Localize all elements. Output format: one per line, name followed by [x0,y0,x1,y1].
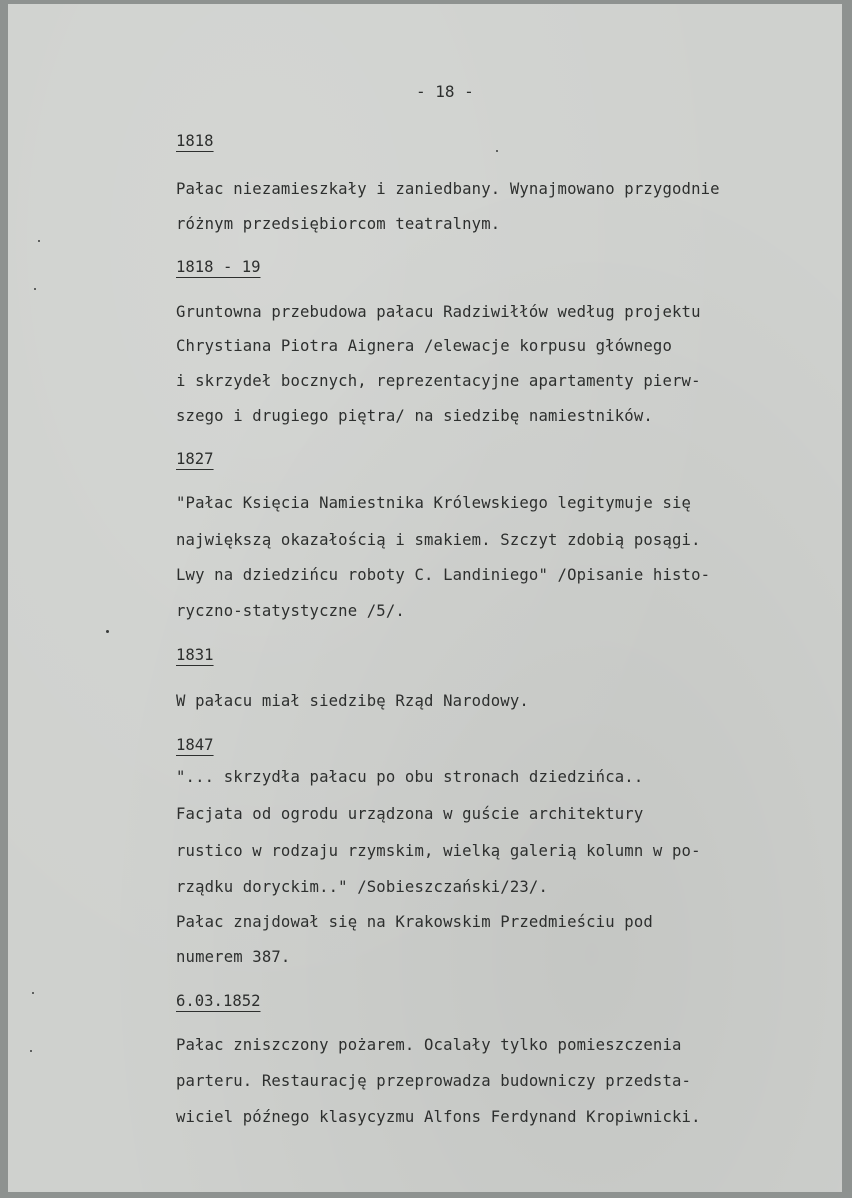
entry-line: szego i drugiego piętra/ na siedzibę namiestników. [176,407,653,425]
dust-speck [32,992,34,994]
entry-line: "Pałac Księcia Namiestnika Królewskiego legitymuje się [176,494,692,512]
entry-year-1831: 1831 [176,646,214,664]
entry-line: Gruntowna przebudowa pałacu Radziwiłłów według projektu [176,303,701,321]
entry-line: rządku doryckim.." /Sobieszczański/23/. [176,878,548,896]
document-page [8,4,842,1192]
entry-line: Pałac zniszczony pożarem. Ocalały tylko pomieszczenia [176,1036,682,1054]
entry-line: "... skrzydła pałacu po obu stronach dziedzińca.. [176,768,644,786]
entry-year-1847: 1847 [176,736,214,754]
entry-year-1818: 1818 [176,132,214,150]
entry-line: różnym przedsiębiorcom teatralnym. [176,215,501,233]
dust-speck [34,288,36,290]
entry-line: Pałac znajdował się na Krakowskim Przedmieściu pod [176,913,653,931]
entry-line: W pałacu miał siedzibę Rząd Narodowy. [176,692,529,710]
entry-year-1827: 1827 [176,450,214,468]
entry-line: i skrzydeł bocznych, reprezentacyjne apartamenty pierw- [176,372,701,390]
entry-line: numerem 387. [176,948,291,966]
entry-line: parteru. Restaurację przeprowadza budowniczy przedsta- [176,1072,692,1090]
entry-line: rustico w rodzaju rzymskim, wielką galerią kolumn w po- [176,842,701,860]
entry-line: największą okazałością i smakiem. Szczyt zdobią posągi. [176,531,701,549]
entry-line: Facjata od ogrodu urządzona w guście architektury [176,805,644,823]
entry-year-1852: 6.03.1852 [176,992,261,1010]
entry-line: Chrystiana Piotra Aignera /elewacje korpusu głównego [176,337,672,355]
dust-speck [106,630,109,633]
entry-year-1818-19: 1818 - 19 [176,258,261,276]
dust-speck [30,1050,32,1052]
entry-line: wiciel późnego klasycyzmu Alfons Ferdynand Kropiwnicki. [176,1108,701,1126]
dust-speck [38,240,40,242]
page-number: - 18 - [416,82,474,101]
dust-speck [496,150,498,152]
entry-line: Pałac niezamieszkały i zaniedbany. Wynajmowano przygodnie [176,180,720,198]
entry-line: Lwy na dziedzińcu roboty C. Landiniego" /Opisanie histo- [176,566,711,584]
entry-line: ryczno-statystyczne /5/. [176,602,405,620]
